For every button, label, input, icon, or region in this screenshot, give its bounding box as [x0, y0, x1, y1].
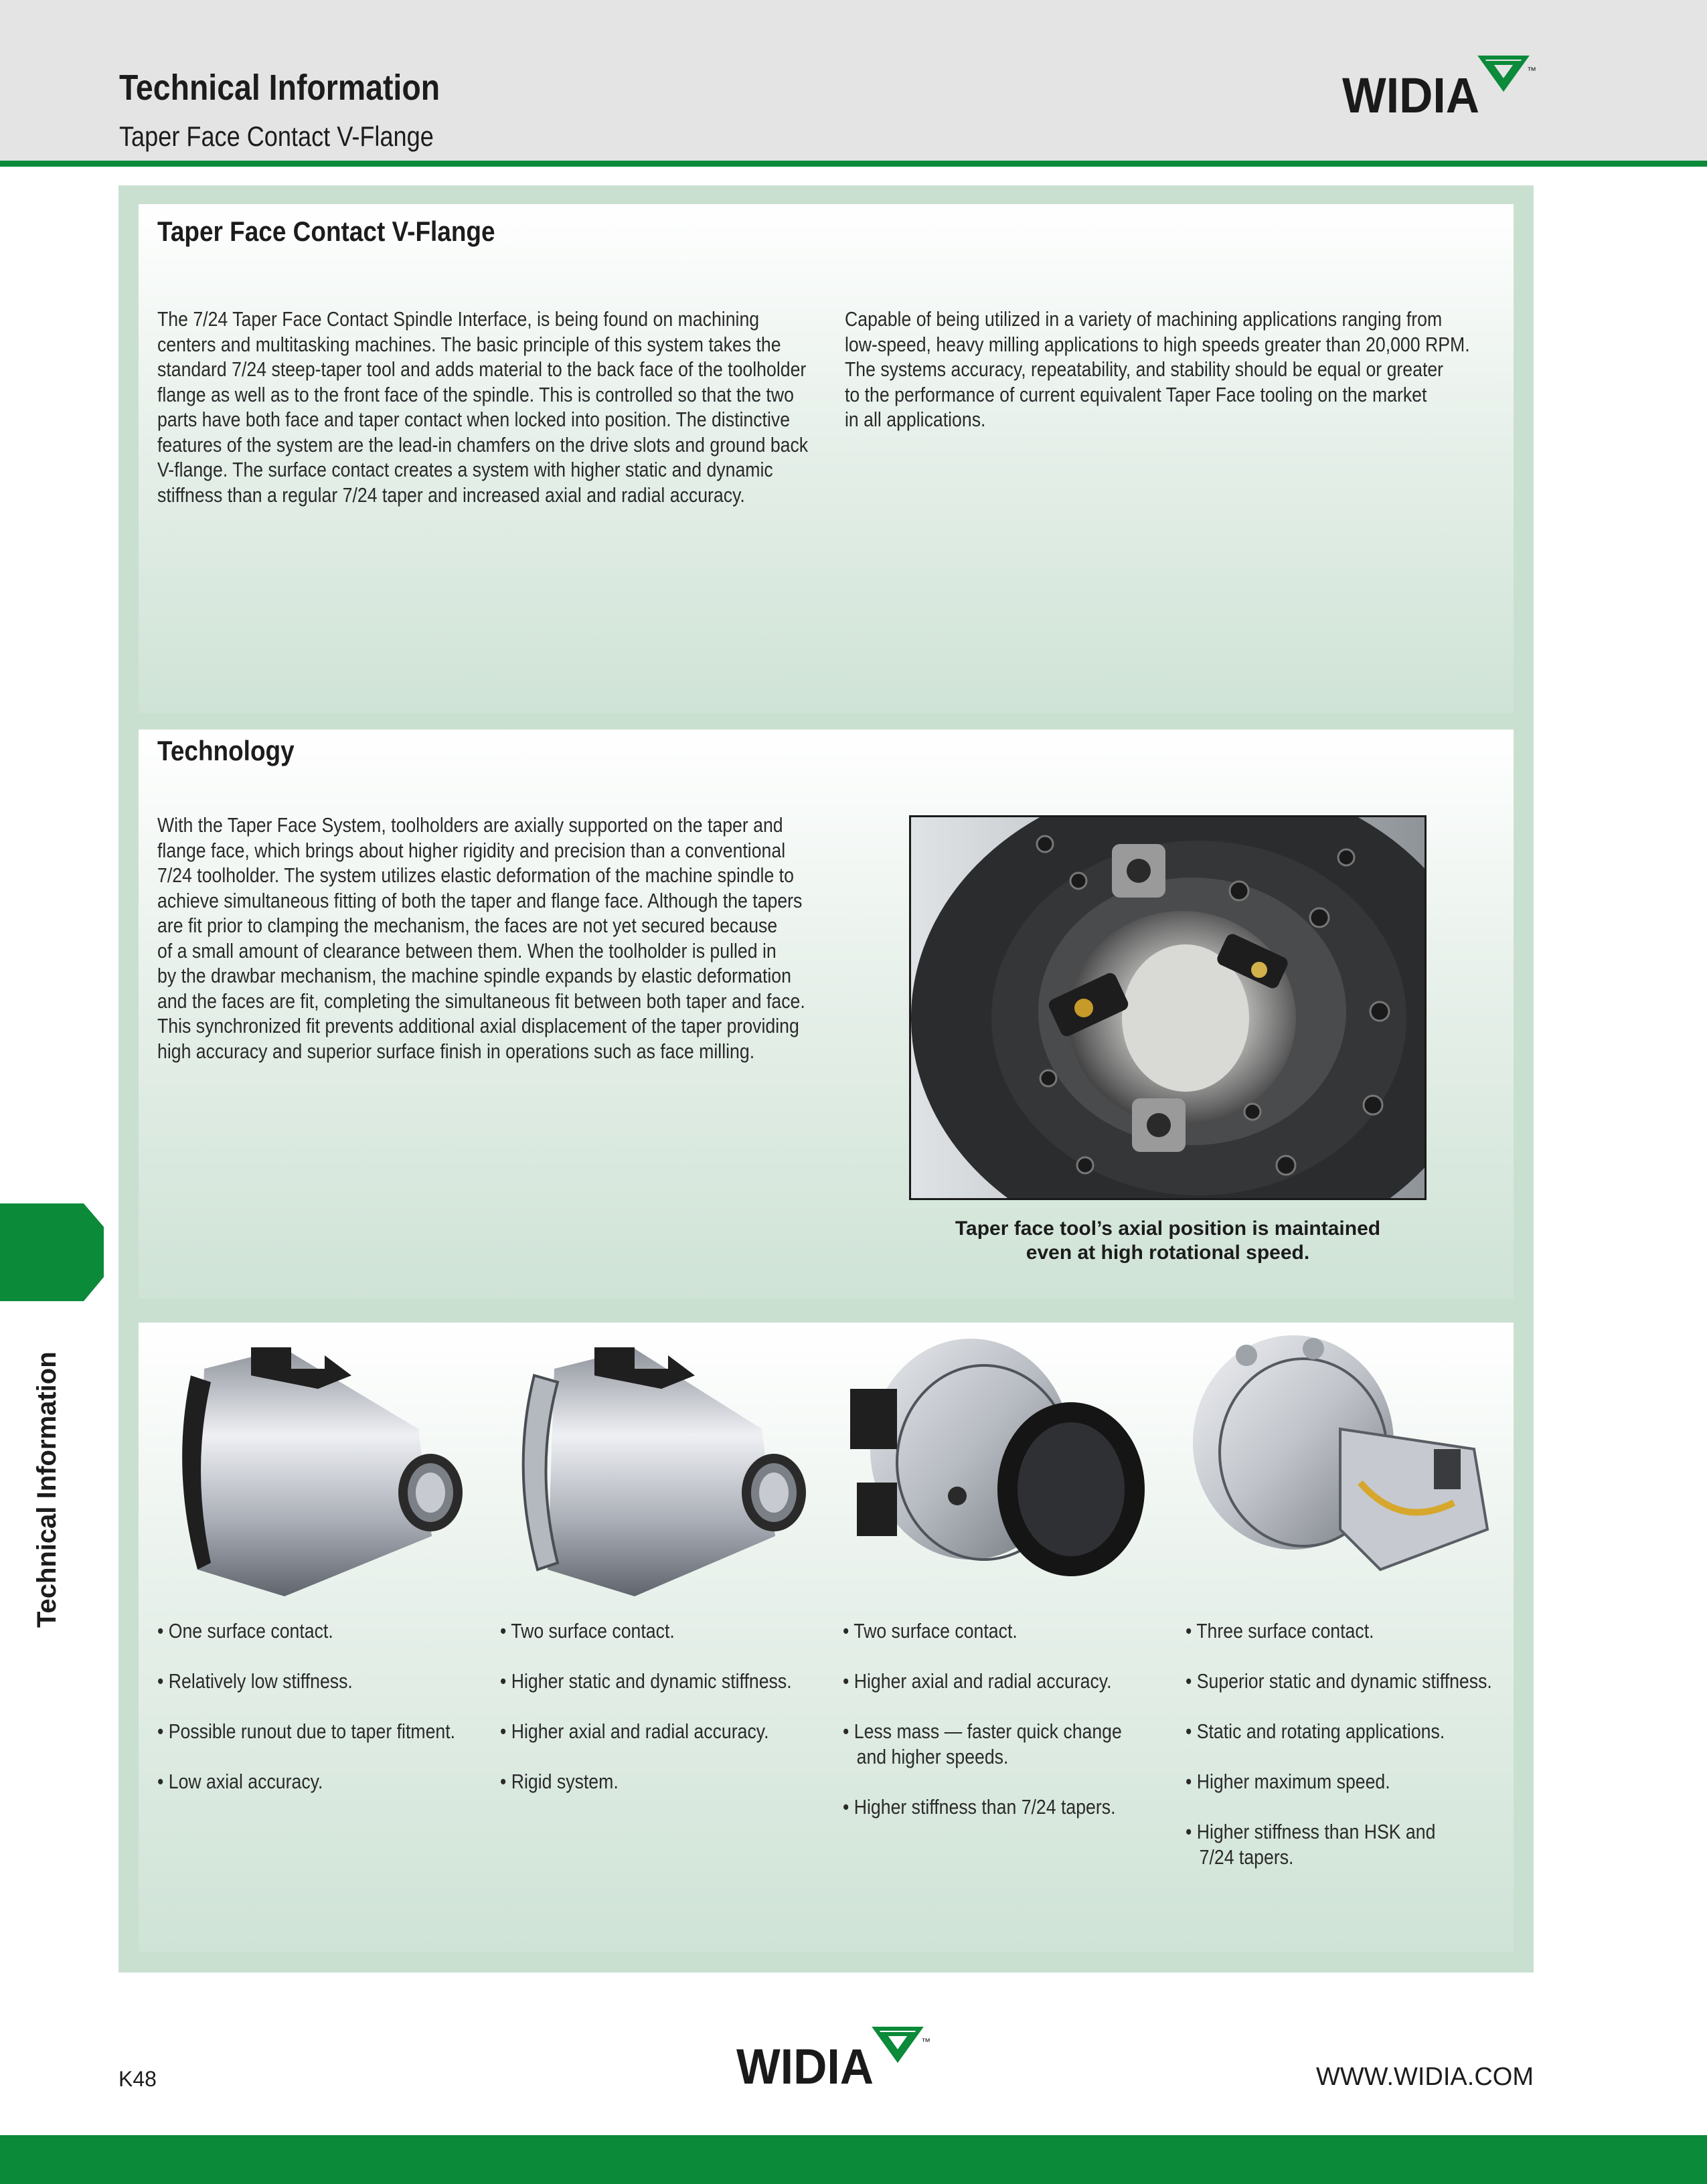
paragraph-line: are fit prior to clamping the mechanism, the faces are not yet secured because	[157, 914, 778, 937]
photo-caption-line1: Taper face tool’s axial position is maintained	[955, 1217, 1381, 1240]
hsk-toolholder-icon	[837, 1329, 1171, 1610]
feature-item: • Higher stiffness than HSK and 7/24 tapers.	[1186, 1819, 1492, 1869]
section-taper-face-col2	[845, 307, 1470, 432]
page-title: Technical Information	[119, 68, 440, 108]
section-taper-face-col1	[157, 307, 808, 507]
paragraph-line: This synchronized fit prevents additional axial displacement of the taper providing	[157, 1014, 799, 1037]
paragraph-line: low-speed, heavy milling applications to high speeds greater than 20,000 RPM.	[845, 332, 1470, 356]
paragraph-line: centers and multitasking machines. The basic principle of this system takes the	[157, 332, 781, 356]
tool3-feature-list	[843, 1618, 1122, 1845]
feature-item: • Possible runout due to taper fitment.	[157, 1719, 455, 1744]
website-link[interactable]: WWW.WIDIA.COM	[1315, 2063, 1534, 2091]
photo-caption	[909, 1217, 1427, 1265]
feature-item: • Static and rotating applications.	[1186, 1719, 1492, 1744]
paragraph-line: in all applications.	[845, 408, 986, 431]
paragraph-line: features of the system are the lead-in chamfers on the drive slots and ground back	[157, 432, 809, 456]
feature-item: • Superior static and dynamic stiffness.	[1186, 1669, 1492, 1694]
paragraph-line: flange face, which brings about higher rigidity and precision than a conventional	[157, 838, 786, 862]
section-technology-body	[157, 813, 805, 1064]
paragraph-line: V-flange. The surface contact creates a system with higher static and dynamic	[157, 458, 773, 481]
paragraph-line: achieve simultaneous fitting of both the taper and flange face. Although the tapers	[157, 888, 803, 912]
feature-item: • One surface contact.	[157, 1618, 455, 1644]
paragraph-line: flange as well as to the front face of the spindle. This is controlled so that the two	[157, 382, 794, 406]
feature-item: • Higher axial and radial accuracy.	[500, 1719, 792, 1744]
feature-item: • Two surface contact.	[500, 1618, 792, 1644]
paragraph-line: of a small amount of clearance between them. When the toolholder is pulled in	[157, 938, 777, 962]
tool2-feature-list	[500, 1618, 792, 1819]
paragraph-line: stiffness than a regular 7/24 taper and increased axial and radial accuracy.	[157, 483, 745, 507]
paragraph-line: With the Taper Face System, toolholders are axially supported on the taper and	[157, 813, 783, 837]
paragraph-line: standard 7/24 steep-taper tool and adds material to the back face of the toolholder	[157, 357, 807, 381]
photo-caption-line2: even at high rotational speed.	[1026, 1242, 1310, 1264]
page-subtitle: Taper Face Contact V-Flange	[119, 120, 434, 152]
paragraph-line: and the faces are fit, completing the simultaneous fit between both taper and face.	[157, 989, 805, 1013]
paragraph-line: The 7/24 Taper Face Contact Spindle Interface, is being found on machining	[157, 307, 760, 331]
paragraph-line: Capable of being utilized in a variety of machining applications ranging from	[845, 307, 1443, 331]
paragraph-line: parts have both face and taper contact when locked into position. The distinctive	[157, 408, 791, 431]
side-section-label: Technical Information	[32, 1351, 62, 1628]
svg-text:WIDIA: WIDIA	[736, 2039, 874, 2092]
tool1-feature-list	[157, 1618, 455, 1819]
steep-taper-toolholder-icon	[151, 1329, 485, 1610]
svg-text:™: ™	[1527, 65, 1536, 76]
paragraph-line: high accuracy and superior surface finish in operations such as face milling.	[157, 1039, 755, 1063]
feature-item: • Three surface contact.	[1186, 1618, 1492, 1644]
feature-item: • Rigid system.	[500, 1769, 792, 1794]
svg-text:WIDIA: WIDIA	[1342, 68, 1479, 120]
tool4-feature-list	[1186, 1618, 1492, 1895]
paragraph-line: The systems accuracy, repeatability, and stability should be equal or greater	[845, 357, 1444, 381]
widia-footer-logo	[736, 2025, 930, 2092]
feature-item: • Relatively low stiffness.	[157, 1669, 455, 1694]
taper-face-contact-toolholder-icon	[494, 1329, 829, 1610]
widia-logo	[1342, 54, 1536, 120]
header-divider	[0, 161, 1707, 167]
spindle-photo	[909, 815, 1427, 1200]
feature-item: • Less mass — faster quick change and higher speeds.	[843, 1719, 1122, 1769]
svg-text:™: ™	[921, 2036, 930, 2047]
section-tab-marker	[0, 1203, 104, 1301]
feature-item: • Higher static and dynamic stiffness.	[500, 1669, 792, 1694]
paragraph-line: 7/24 toolholder. The system utilizes elastic deformation of the machine spindle to	[157, 863, 794, 887]
feature-item: • Low axial accuracy.	[157, 1769, 455, 1794]
section-title-taper-face: Taper Face Contact V-Flange	[157, 216, 495, 247]
feature-item: • Two surface contact.	[843, 1618, 1122, 1644]
feature-item: • Higher stiffness than 7/24 tapers.	[843, 1794, 1122, 1820]
footer-bar	[0, 2135, 1707, 2184]
page-number: K48	[118, 2067, 157, 2091]
feature-item: • Higher maximum speed.	[1186, 1769, 1492, 1794]
section-title-technology: Technology	[157, 735, 295, 766]
polygon-taper-toolholder-icon	[1180, 1329, 1514, 1610]
paragraph-line: by the drawbar mechanism, the machine spindle expands by elastic deformation	[157, 964, 791, 987]
feature-item: • Higher axial and radial accuracy.	[843, 1669, 1122, 1694]
paragraph-line: to the performance of current equivalent Taper Face tooling on the market	[845, 382, 1427, 406]
